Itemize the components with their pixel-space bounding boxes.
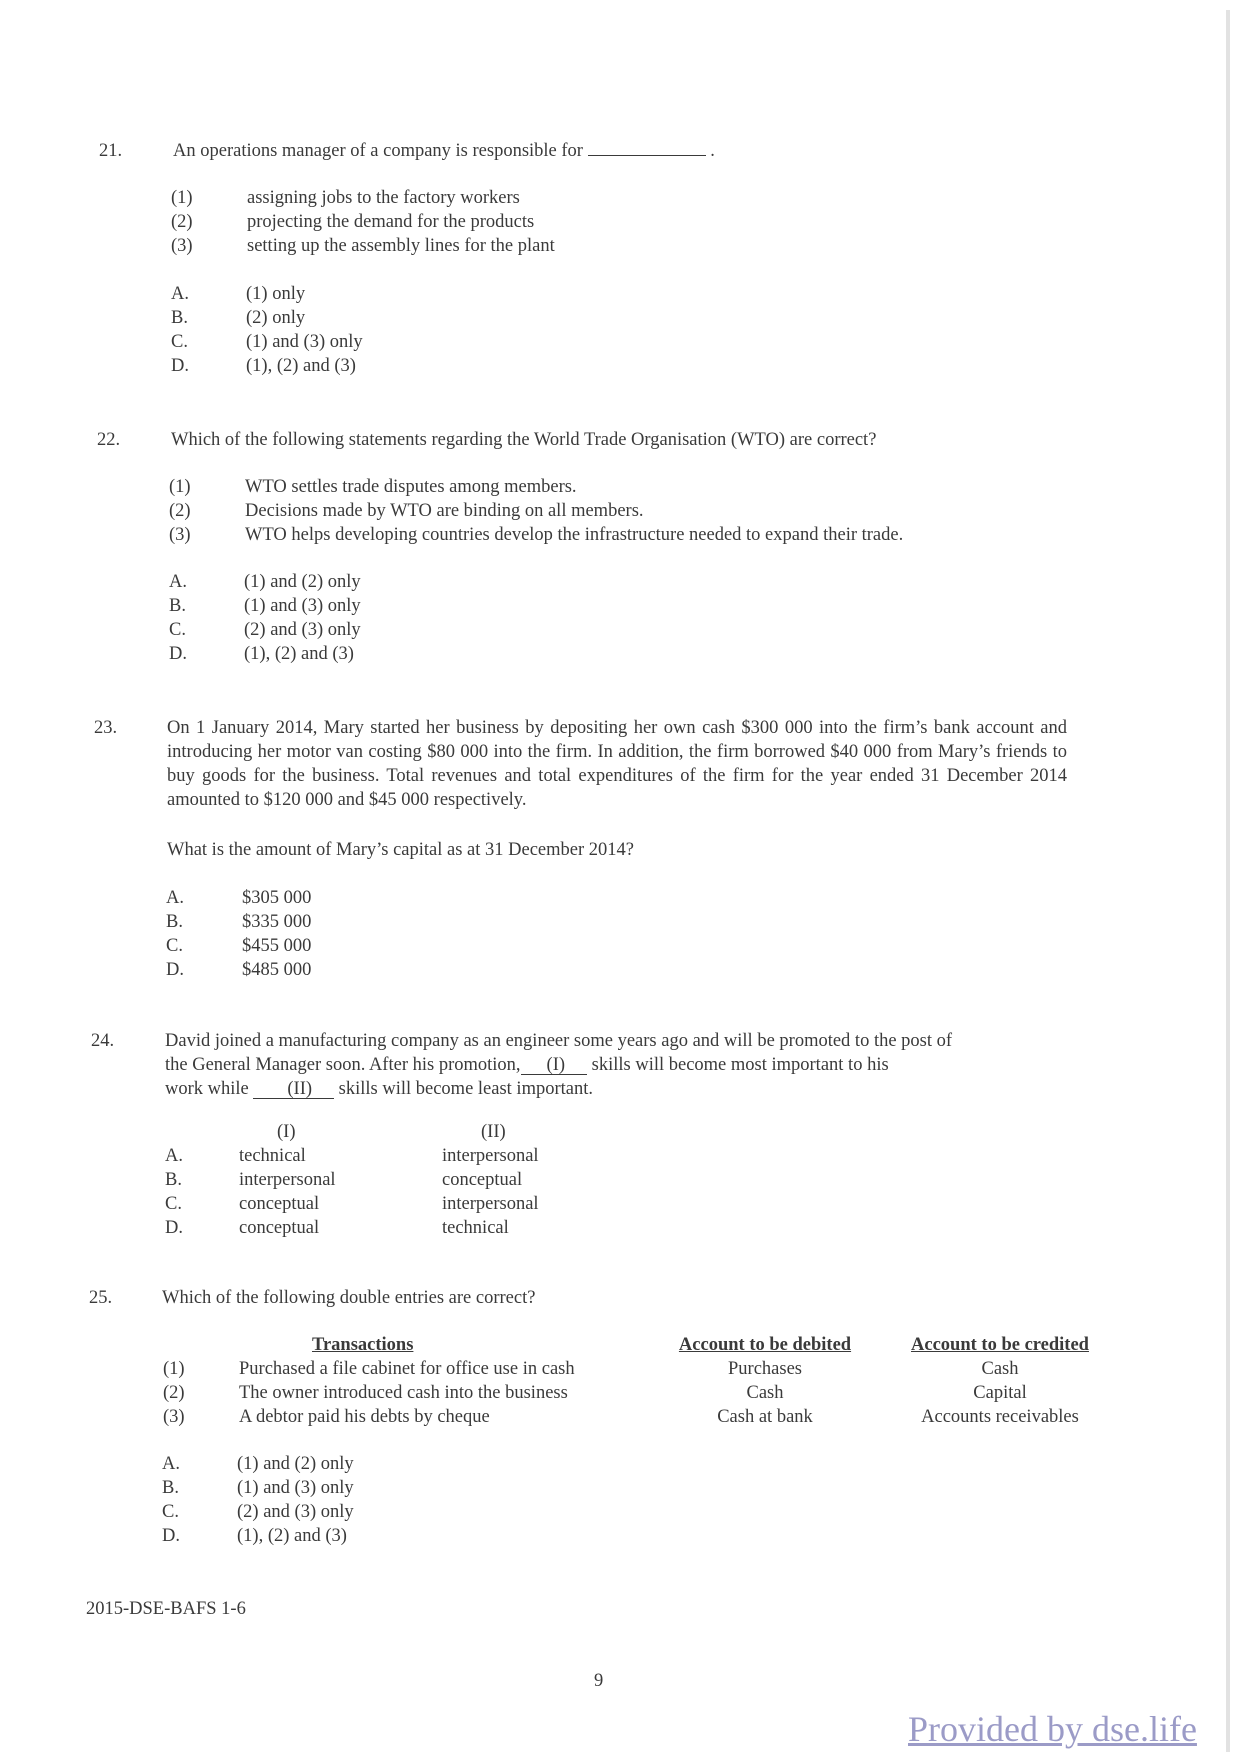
statement-text: WTO settles trade disputes among members.	[245, 477, 577, 497]
paper-code: 2015-DSE-BAFS 1-6	[86, 1599, 246, 1619]
statement-text: projecting the demand for the products	[247, 212, 535, 232]
blank-II: (II)	[253, 1080, 334, 1099]
option-letter: B.	[166, 912, 183, 932]
option-col-I: conceptual	[239, 1194, 320, 1214]
option-text: (1) and (2) only	[244, 572, 361, 592]
question-line: David joined a manufacturing company as an engineer some years ago and will be promoted to the post of	[165, 1031, 953, 1051]
row-debit: Purchases	[728, 1359, 802, 1379]
option-text: (1), (2) and (3)	[237, 1526, 347, 1546]
option-col-I: conceptual	[239, 1218, 320, 1238]
option-col-II: technical	[442, 1218, 509, 1238]
statement-number: (3)	[171, 236, 193, 256]
option-letter: C.	[165, 1194, 182, 1214]
option-text: (1) and (3) only	[246, 332, 363, 352]
row-credit: Cash	[981, 1359, 1019, 1379]
statement-number: (2)	[171, 212, 193, 232]
question-stem: What is the amount of Mary’s capital as at 31 December 2014?	[167, 840, 634, 860]
row-debit: Cash at bank	[717, 1407, 813, 1427]
question-number: 24.	[91, 1031, 115, 1051]
option-col-I: interpersonal	[239, 1170, 336, 1190]
row-number: (3)	[163, 1407, 185, 1427]
row-number: (2)	[163, 1383, 185, 1403]
statement-number: (3)	[169, 525, 191, 545]
option-text: (1), (2) and (3)	[244, 644, 354, 664]
option-text: $455 000	[242, 936, 312, 956]
row-number: (1)	[163, 1359, 185, 1379]
option-col-II: interpersonal	[442, 1146, 539, 1166]
option-text: (1) and (3) only	[244, 596, 361, 616]
option-col-I: technical	[239, 1146, 306, 1166]
option-text: (2) and (3) only	[237, 1502, 354, 1522]
option-letter: D.	[162, 1526, 180, 1546]
option-letter: D.	[166, 960, 184, 980]
option-letter: C.	[169, 620, 186, 640]
question-number: 21.	[99, 141, 123, 161]
option-letter: D.	[171, 356, 189, 376]
option-text: (1) and (3) only	[237, 1478, 354, 1498]
option-letter: B.	[171, 308, 188, 328]
blank-I: (I)	[521, 1056, 587, 1075]
option-letter: D.	[169, 644, 187, 664]
row-debit: Cash	[746, 1383, 784, 1403]
watermark-link[interactable]: Provided by dse.life	[908, 1709, 1197, 1749]
statement-number: (1)	[169, 477, 191, 497]
statement-text: Decisions made by WTO are binding on all members.	[245, 501, 644, 521]
header-transactions: Transactions	[312, 1335, 414, 1355]
statement-number: (2)	[169, 501, 191, 521]
option-letter: A.	[169, 572, 187, 592]
question-stem: An operations manager of a company is responsible for .	[173, 141, 715, 161]
option-text: (1) and (2) only	[237, 1454, 354, 1474]
question-paragraph: On 1 January 2014, Mary started her business by depositing her own cash $300 000 into the firm’s bank account and introducing her motor van costing $80 000 into the firm. In addition, the firm borrowed $40 000 from Mary’s friends to buy goods for the business. Total revenues and total expenditures of the firm for the year ended 31 December 2014 amounted to $120 000 and $45 000 respectively.	[167, 718, 1067, 810]
row-transaction: Purchased a file cabinet for office use in cash	[239, 1359, 575, 1379]
answer-blank	[588, 139, 706, 156]
option-letter: C.	[171, 332, 188, 352]
column-header-II: (II)	[481, 1122, 506, 1142]
option-col-II: conceptual	[442, 1170, 523, 1190]
question-line: work while (II) skills will become least important.	[165, 1079, 593, 1099]
statement-text: setting up the assembly lines for the plant	[247, 236, 555, 256]
statement-number: (1)	[171, 188, 193, 208]
option-text: (1) only	[246, 284, 306, 304]
option-text: (2) and (3) only	[244, 620, 361, 640]
question-line: the General Manager soon. After his promotion, (I) skills will become most important to his	[165, 1055, 889, 1075]
option-text: (1), (2) and (3)	[246, 356, 356, 376]
row-transaction: The owner introduced cash into the business	[239, 1383, 568, 1403]
column-header-I: (I)	[277, 1122, 296, 1142]
option-letter: B.	[169, 596, 186, 616]
row-credit: Accounts receivables	[921, 1407, 1079, 1427]
header-debited: Account to be debited	[678, 1335, 852, 1355]
option-col-II: interpersonal	[442, 1194, 539, 1214]
option-letter: A.	[165, 1146, 183, 1166]
option-text: $335 000	[242, 912, 312, 932]
option-text: (2) only	[246, 308, 306, 328]
question-stem: Which of the following statements regarding the World Trade Organisation (WTO) are correct?	[171, 430, 877, 450]
option-letter: C.	[162, 1502, 179, 1522]
question-number: 22.	[97, 430, 121, 450]
option-text: $305 000	[242, 888, 312, 908]
option-letter: C.	[166, 936, 183, 956]
statement-text: assigning jobs to the factory workers	[247, 188, 520, 208]
option-letter: D.	[165, 1218, 183, 1238]
page-number: 9	[594, 1671, 604, 1691]
option-text: $485 000	[242, 960, 312, 980]
option-letter: A.	[166, 888, 184, 908]
statement-text: WTO helps developing countries develop the infrastructure needed to expand their trade.	[245, 525, 904, 545]
row-credit: Capital	[973, 1383, 1027, 1403]
question-stem: Which of the following double entries are correct?	[162, 1288, 536, 1308]
option-letter: A.	[162, 1454, 180, 1474]
page-edge	[1226, 10, 1230, 1752]
question-number: 23.	[94, 718, 118, 738]
row-transaction: A debtor paid his debts by cheque	[239, 1407, 490, 1427]
header-credited: Account to be credited	[911, 1335, 1089, 1355]
option-letter: B.	[165, 1170, 182, 1190]
question-number: 25.	[89, 1288, 113, 1308]
option-letter: B.	[162, 1478, 179, 1498]
option-letter: A.	[171, 284, 189, 304]
